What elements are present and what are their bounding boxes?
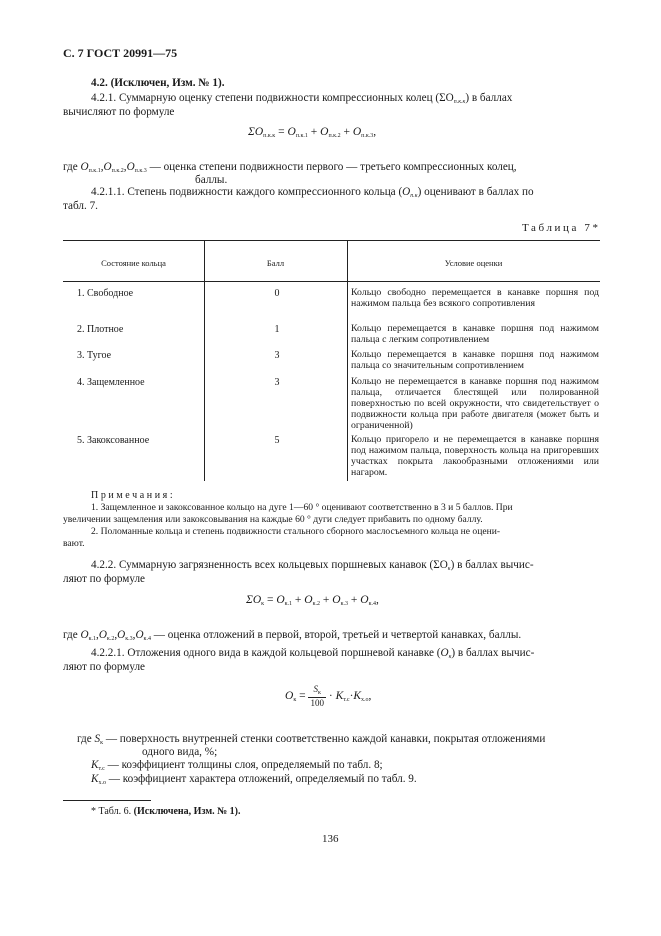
definition-S: где $S_к$ — поверхность внутренней стенки соответственно каждой канавки, покрытая отложениями (77, 733, 546, 746)
section-4-2: 4.2. (Исключен, Изм. № 1). (91, 77, 225, 89)
table-7-top-border (63, 240, 600, 241)
table-7-row-2-score: 1 (274, 324, 280, 335)
note-2-line1: 2. Поломанные кольца и степень подвижности стального сборного маслосъемного кольца не оцени- (91, 526, 501, 537)
table-7-caption: Таблица 7* (522, 222, 601, 234)
section-4-2-1-line2: вычисляют по формуле (63, 106, 175, 118)
table-7-col-divider-1 (204, 240, 205, 481)
note-2-line2: вают. (63, 538, 85, 549)
where-definition-2: где $О_{к.1},О_{к.2},О_{к.3},О_{к.4}$ — оценка отложений в первой, второй, третьей и четвертой канавках, баллы. (63, 629, 522, 642)
table-7-row-3-score: 3 (274, 350, 280, 361)
table-7-row-1-state: 1. Свободное (77, 288, 134, 299)
section-4-2-2-1-line1: 4.2.2.1. Отложения одного вида в каждой кольцевой поршневой канавке $(О_к)$ в баллах вычис- (91, 647, 535, 660)
table-7-row-2-state: 2. Плотное (77, 324, 124, 335)
note-1-line2: увеличении защемления или закоксовывания на каждые 60 ° дуги следует прибавить по одному баллу. (63, 514, 483, 525)
where-definition-1: где $О_{п.к.1},О_{п.к.2},О_{п.к.3}$ — оценка степени подвижности первого — третьего компрессионных колец, (63, 161, 517, 174)
section-4-2-1-1-line2: табл. 7. (63, 200, 98, 212)
table-7-row-3-condition: Кольцо перемещается в канавке поршня под нажимом пальца со значительным сопротивлением (351, 349, 599, 371)
table-7-row-1-condition: Кольцо свободно перемещается в канавке поршня под нажимом пальца без всякого сопротивления (351, 287, 599, 309)
formula-groove-deposits: $О_к$ = $\frac{S_к}{100}$ · $К_{т.с}\cdot К_{х.о}$, (285, 684, 372, 709)
table-7-col-divider-2 (347, 240, 348, 481)
fraction: $\frac{S_к}{100}$ (310, 684, 324, 709)
footnote-rule (63, 800, 151, 801)
section-4-2-2-line2: ляют по формуле (63, 573, 145, 585)
table-7-header-state: Состояние кольца (101, 258, 166, 268)
formula-sum-grooves: $\Sigma О_к = О_{к.1} + О_{к.2} + О_{к.3} + О_{к.4}$, (246, 594, 379, 607)
table-7-row-5-condition: Кольцо пригорело и не перемещается в канавке поршня под нажимом пальца, поверхность кольца на пригоревших участках покрыта лакообразными отложениями или нагаром. (351, 434, 599, 478)
definition-K-xo: $К_{х.о}$ — коэффициент характера отложений, определяемый по табл. 9. (91, 773, 417, 786)
definition-S-cont: одного вида, %; (142, 746, 218, 758)
section-4-2-2-line1: 4.2.2. Суммарную загрязненность всех кольцевых поршневых канавок $(\Sigma О_к)$ в баллах вычис- (91, 559, 534, 572)
table-7-row-4-state: 4. Защемленное (77, 377, 145, 388)
formula-sum-piston-rings: $\Sigma О_{п.к.к} = О_{п.к.1} + О_{п.к.2} + О_{п.к.3}$, (248, 126, 377, 139)
table-7-row-5-score: 5 (274, 435, 280, 446)
table-7-row-5-state: 5. Закоксованное (77, 435, 150, 446)
section-4-2-2-1-line2: ляют по формуле (63, 661, 145, 673)
table-7-header-condition: Условие оценки (444, 258, 503, 268)
table-7-row-4-score: 3 (274, 377, 280, 388)
table-7-row-3-state: 3. Тугое (77, 350, 112, 361)
page-number: 136 (322, 833, 339, 845)
definition-K-ts: $К_{т.с}$ — коэффициент толщины слоя, определяемый по табл. 8; (91, 759, 383, 772)
note-1-line1: 1. Защемленное и закоксованное кольцо на дуге 1—60 ° оценивают соответственно в 3 и 5 баллов. При (91, 502, 513, 513)
table-7-header-separator (63, 281, 600, 282)
section-4-2-1-line1: 4.2.1. Суммарную оценку степени подвижности компрессионных колец $(\Sigma О_{п.к.к})$ в баллах (91, 92, 513, 105)
footnote: * Табл. 6. (Исключена, Изм. № 1). (91, 806, 241, 817)
page-header: С. 7 ГОСТ 20991—75 (63, 46, 178, 60)
table-7-row-1-score: 0 (274, 288, 280, 299)
section-4-2-1-1-line1: 4.2.1.1. Степень подвижности каждого компрессионного кольца $(О_{п.к})$ оценивают в баллах по (91, 186, 534, 199)
table-7-row-2-condition: Кольцо перемещается в канавке поршня под нажимом пальца с легким сопротивлением (351, 323, 599, 345)
where-definition-1-cont: баллы. (195, 174, 228, 186)
notes-title: Примечания: (91, 490, 176, 501)
table-7-row-4-condition: Кольцо не перемещается в канавке поршня под нажимом пальца, отличается блестящей или полированной поверхностью по всей окружности, что свидетельствует о подвижности кольца при работе двигателя (может быть и ограниченной) (351, 376, 599, 431)
table-7-header-score: Балл (266, 258, 285, 268)
